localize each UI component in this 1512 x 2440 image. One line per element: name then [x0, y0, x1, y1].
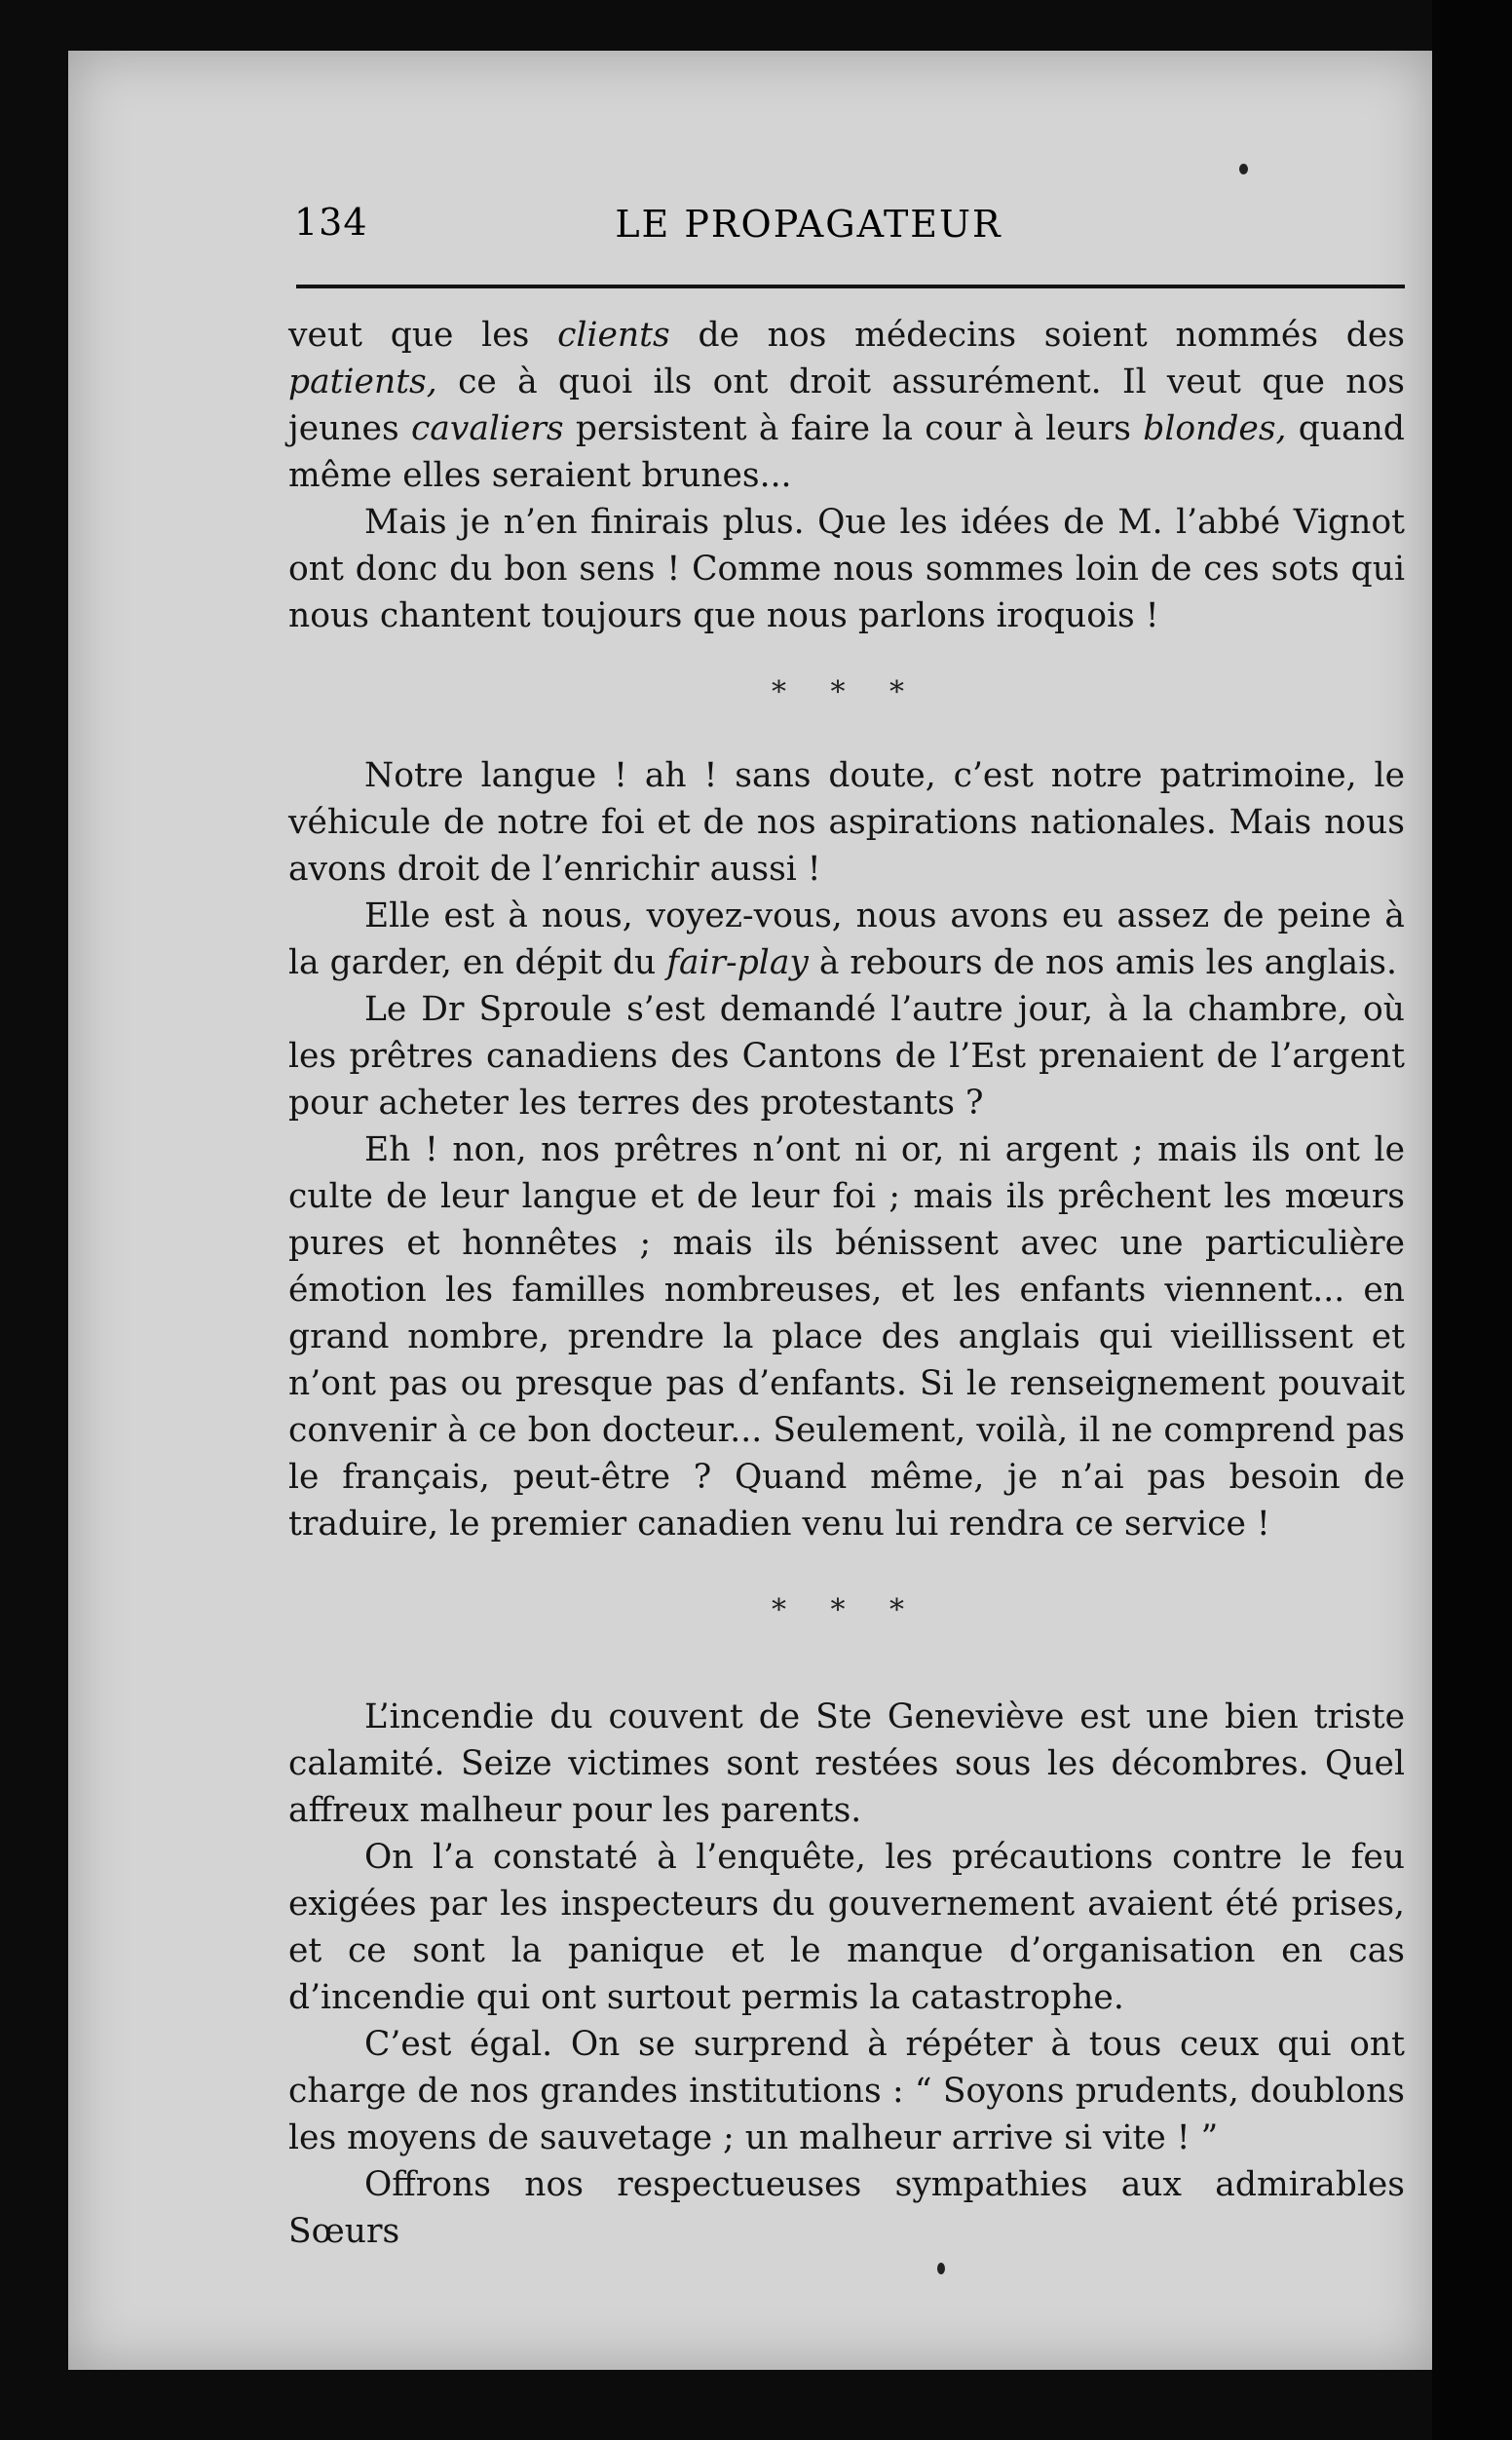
paragraph: Notre langue ! ah ! sans doute, c’est notre patrimoine, le véhicule de notre foi et de nos aspirations nationales. Mais nous avons droit de l’enrichir aussi !: [288, 756, 1405, 889]
paragraph: veut que les clients de nos médecins soient nommés des patients, ce à quoi ils ont droit assurément. Il veut que nos jeunes cavaliers persistent à faire la cour à leurs blondes, quand même elles seraient brunes...: [288, 316, 1405, 495]
section-vocabulary: [288, 312, 1405, 639]
page-header: [205, 201, 1413, 259]
paragraph: Elle est à nous, voyez-vous, nous avons eu assez de peine à la garder, en dépit du fair-play à rebours de nos amis les anglais.: [288, 896, 1405, 982]
running-title: LE PROPAGATEUR: [615, 203, 1002, 246]
page-body: [288, 312, 1405, 2255]
page-number: 134: [294, 201, 368, 244]
section-separator: * * *: [771, 1593, 923, 1627]
paragraph: On l’a constaté à l’enquête, les précautions contre le feu exigées par les inspecteurs du gouvernement avaient été prises, et ce sont la panique et le manque d’organisation en cas d’incendie qui ont surtout permis la catastrophe.: [288, 1838, 1405, 2017]
paragraph: Mais je n’en finirais plus. Que les idées de M. l’abbé Vignot ont donc du bon sens ! Comme nous sommes loin de ces sots qui nous chantent toujours que nous parlons iroquois !: [288, 503, 1405, 635]
section-language: [288, 752, 1405, 1547]
paragraph: Eh ! non, nos prêtres n’ont ni or, ni argent ; mais ils ont le culte de leur langue et de leur foi ; mais ils prêchent les mœurs pures et honnêtes ; mais ils bénissent avec une particulière émotion les familles nombreuses, et les enfants viennent... en grand nombre, prendre la place des anglais qui vieillissent et n’ont pas ou presque pas d’enfants. Si le renseignement pouvait convenir à ce bon docteur... Seulement, voilà, il ne comprend pas le français, peut-être ? Quand même, je n’ai pas besoin de traduire, le premier canadien venu lui rendra ce service !: [288, 1130, 1405, 1544]
header-rule: [296, 285, 1405, 288]
paragraph: Le Dr Sproule s’est demandé l’autre jour, à la chambre, où les prêtres canadiens des Cantons de l’Est prenaient de l’argent pour acheter les terres des protestants ?: [288, 990, 1405, 1123]
ink-speck: [937, 2263, 945, 2274]
paragraph: L’incendie du couvent de Ste Geneviève est une bien triste calamité. Seize victimes sont restées sous les décombres. Quel affreux malheur pour les parents.: [288, 1697, 1405, 1830]
scan-border: [1432, 0, 1512, 2440]
paragraph: C’est égal. On se surprend à répéter à tous ceux qui ont charge de nos grandes institutions : “ Soyons prudents, doublons les moyens de sauvetage ; un malheur arrive si vite ! ”: [288, 2025, 1405, 2157]
section-separator: * * *: [771, 675, 923, 709]
paragraph: Offrons nos respectueuses sympathies aux admirables Sœurs: [288, 2165, 1405, 2251]
ink-speck: [1239, 164, 1248, 174]
section-fire: [288, 1694, 1405, 2255]
